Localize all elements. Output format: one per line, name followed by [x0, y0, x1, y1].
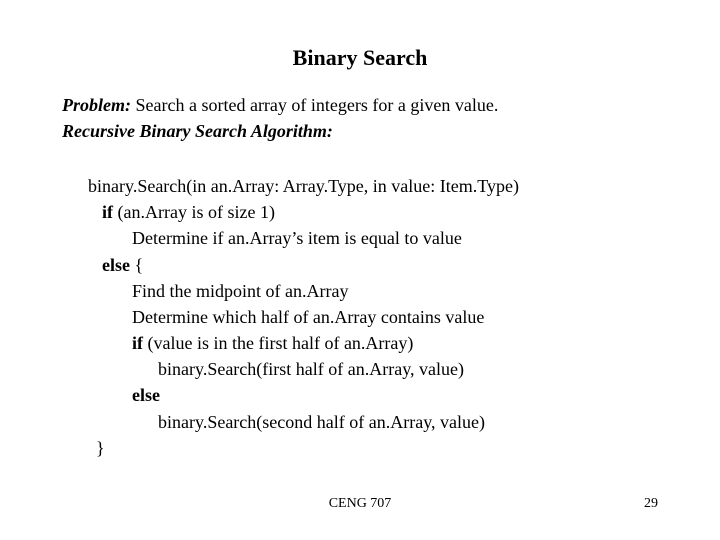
code-line-11: }: [96, 438, 105, 458]
code-line-5: Find the midpoint of an.Array: [132, 281, 349, 301]
code-line-4-text: {: [129, 255, 144, 275]
keyword-if: if: [102, 202, 113, 222]
problem-line: [62, 92, 498, 118]
code-line-6: Determine which half of an.Array contains value: [132, 307, 485, 327]
slide-title: Binary Search: [292, 45, 428, 70]
code-line-1: binary.Search(in an.Array: Array.Type, in value: Item.Type): [88, 176, 519, 196]
algorithm-line: [62, 118, 498, 144]
code-line-7-text: (value is in the first half of an.Array): [143, 333, 414, 353]
code-line-4: [102, 252, 143, 278]
code-line-9: [132, 382, 160, 408]
code-line-3: Determine if an.Array’s item is equal to value: [132, 228, 462, 248]
problem-text: Search a sorted array of integers for a given value.: [131, 95, 499, 115]
problem-label: Problem:: [62, 95, 131, 115]
intro-block: [62, 92, 498, 144]
code-line-2-text: (an.Array is of size 1): [113, 202, 275, 222]
footer-course: CENG 707: [328, 496, 392, 511]
page-number: 29: [644, 496, 658, 511]
code-line-7: [132, 330, 413, 356]
code-line-8: binary.Search(first half of an.Array, value): [158, 359, 465, 379]
code-line-10: binary.Search(second half of an.Array, value): [158, 412, 486, 432]
code-line-2: [102, 199, 275, 225]
keyword-else-inner: else: [132, 385, 160, 405]
keyword-if-inner: if: [132, 333, 143, 353]
keyword-else: else: [102, 255, 130, 275]
algorithm-label: Recursive Binary Search Algorithm:: [62, 121, 333, 141]
